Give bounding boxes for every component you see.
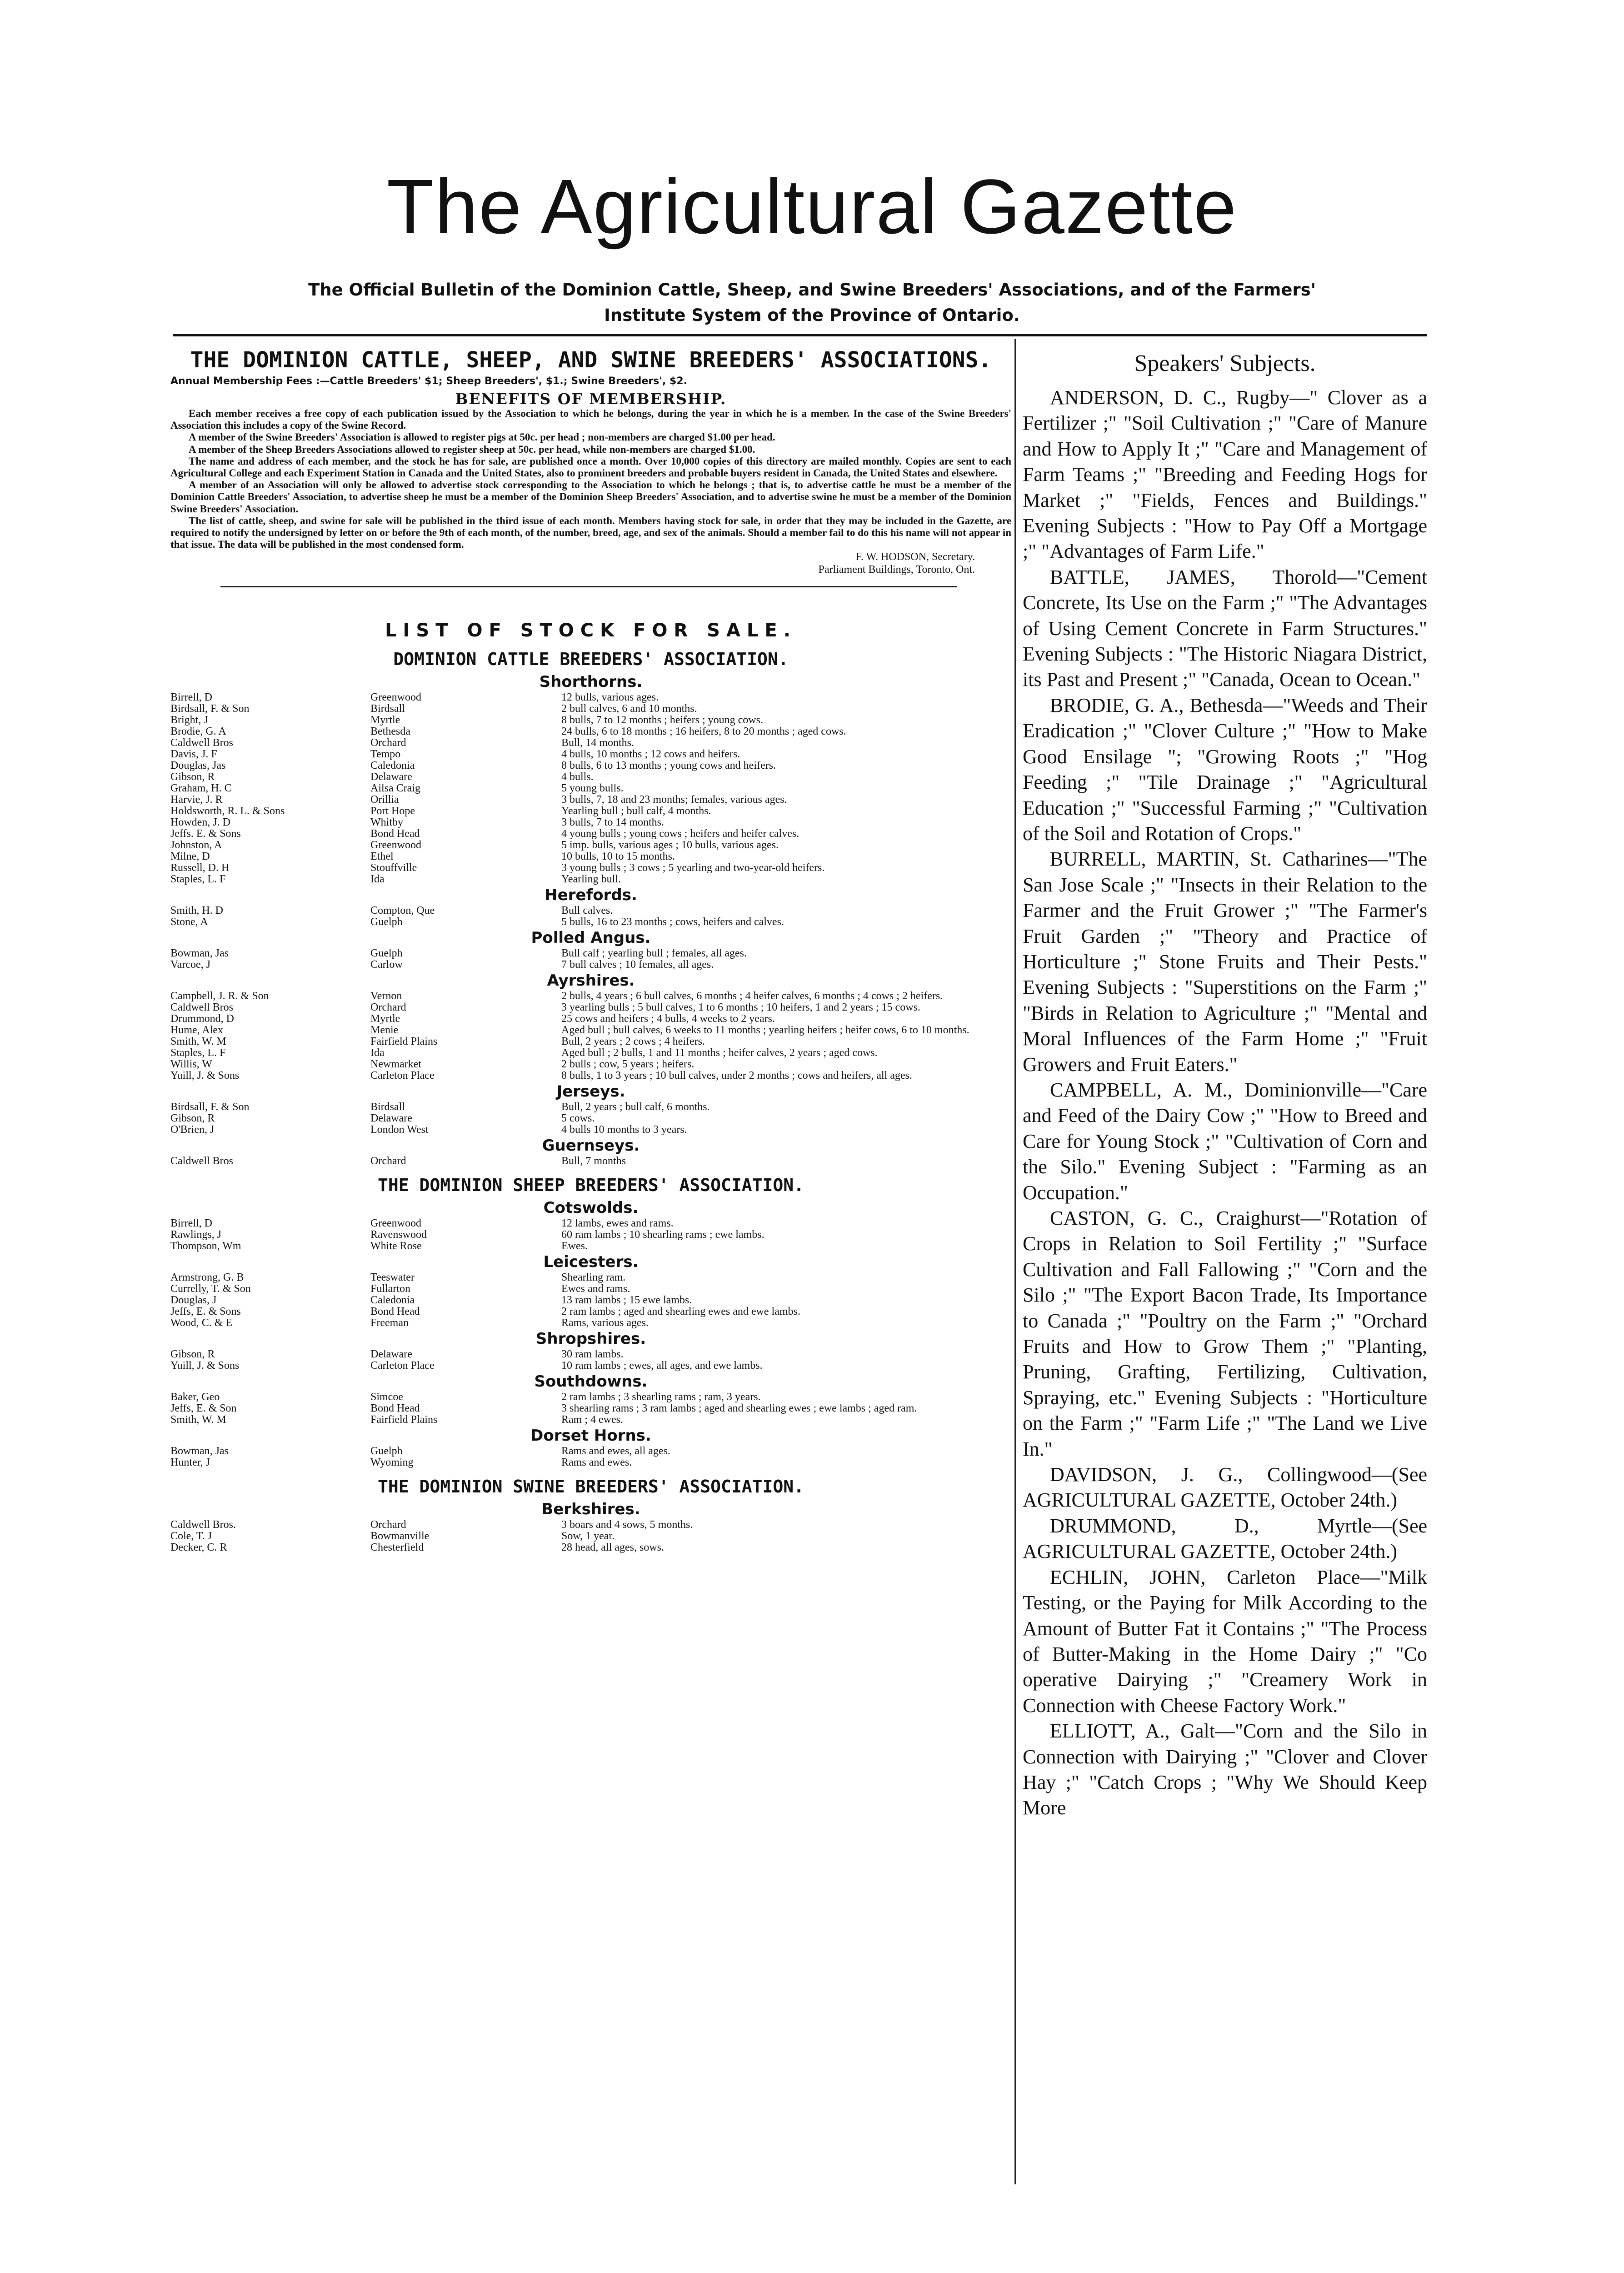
stock-row xyxy=(170,991,1011,1002)
stock-stock: 4 young bulls ; young cows ; heifers and heifer calves. xyxy=(561,828,800,840)
stock-place: Caledonia xyxy=(370,1295,415,1307)
stock-place: Ida xyxy=(370,1047,385,1059)
speaker-name: ECHLIN, JOHN, xyxy=(1050,1566,1206,1588)
speaker-entry xyxy=(1023,1462,1427,1513)
stock-stock: 2 bulls ; cow, 5 years ; heifers. xyxy=(561,1058,695,1071)
stock-place: Greenwood xyxy=(370,692,421,704)
stock-row xyxy=(170,692,1011,703)
stock-place: Carleton Place xyxy=(370,1360,435,1372)
rule-paragraph: A member of the Swine Breeders' Association is allowed to register pigs at 50c. per head ; non-members are charged $1.00 per head. xyxy=(189,431,775,443)
speaker-topics: Carleton Place—"Milk Testing, or the Paying for Milk According to the Amount of Butter Fat it Contains ;" "The Process of Butter-Making in the Home Dairy ;" "Co operative Dairying ;" "Creamery Work in Connection with Cheese Factory Work." xyxy=(1023,1566,1427,1717)
stock-owner: Smith, H. D xyxy=(170,905,224,917)
speaker-topics: Bethesda—"Weeds and Their Eradication ;" "Clover Culture ;" "How to Make Good Ensilage "; "Growing Roots ;" "Hog Feeding ;" "Tile Drainage ;" "Agricultural Education ;" "Successful Farming ;" "Cultivation of the Soil and Rotation of Crops." xyxy=(1023,694,1427,845)
stock-owner: Baker, Geo xyxy=(170,1392,220,1403)
stock-stock: Ewes. xyxy=(561,1240,588,1252)
stock-row xyxy=(170,1519,1011,1531)
association-heading: THE DOMINION SHEEP BREEDERS' ASSOCIATION. xyxy=(378,1175,804,1196)
stock-owner: Douglas, Jas xyxy=(170,760,226,772)
stock-stock: 2 ram lambs ; aged and shearling ewes and ewe lambs. xyxy=(561,1306,800,1318)
stock-row xyxy=(170,1101,1011,1113)
speaker-topics: Myrtle—(See AGRICULTURAL GAZETTE, October 24th.) xyxy=(1023,1514,1427,1563)
stock-place: Newmarket xyxy=(370,1059,421,1071)
stock-place: Orchard xyxy=(370,1156,406,1167)
stock-stock: Bull, 2 years ; bull calf, 6 months. xyxy=(561,1101,710,1113)
stock-stock: 5 cows. xyxy=(561,1112,595,1125)
stock-row xyxy=(170,862,1011,874)
stock-row xyxy=(170,1036,1011,1047)
stock-place: Vernon xyxy=(370,991,402,1002)
speaker-name: BATTLE, JAMES, xyxy=(1050,566,1235,588)
stock-place: Tempo xyxy=(370,749,401,761)
stock-row xyxy=(170,703,1011,715)
stock-row xyxy=(170,1218,1011,1229)
stock-stock: 7 bull calves ; 10 females, all ages. xyxy=(561,959,714,971)
stock-stock: 4 bulls. xyxy=(561,771,594,783)
speaker-entry xyxy=(1023,1513,1427,1565)
stock-stock: Aged bull ; bull calves, 6 weeks to 11 months ; yearling heifers ; heifer cows, 6 to 10 months. xyxy=(561,1024,969,1036)
speaker-entry xyxy=(1023,1077,1427,1206)
stock-stock: Rams and ewes. xyxy=(561,1457,632,1469)
speaker-entry xyxy=(1023,1718,1427,1821)
stock-owner: O'Brien, J xyxy=(170,1124,215,1136)
stock-owner: Staples, L. F xyxy=(170,874,226,886)
stock-stock: 4 bulls, 10 months ; 12 cows and heifers. xyxy=(561,748,740,761)
stock-owner: Birrell, D xyxy=(170,1218,212,1230)
stock-stock: 3 boars and 4 sows, 5 months. xyxy=(561,1519,693,1531)
speaker-entry xyxy=(1023,1565,1427,1718)
stock-place: Teeswater xyxy=(370,1272,415,1284)
stock-place: Orchard xyxy=(370,1002,406,1014)
stock-row xyxy=(170,1013,1011,1025)
stock-stock: 25 cows and heifers ; 4 bulls, 4 weeks to 2 years. xyxy=(561,1013,775,1025)
section-rule xyxy=(220,586,957,587)
stock-place: Delaware xyxy=(370,771,412,783)
stock-stock: 2 bull calves, 6 and 10 months. xyxy=(561,703,697,715)
stock-owner: Cole, T. J xyxy=(170,1531,212,1542)
speaker-topics: Galt—"Corn and the Silo in Connection with Dairying ;" "Clover and Clover Hay ;" "Catch Crops ; "Why We Should Keep More xyxy=(1023,1720,1427,1819)
stock-stock: Yearling bull. xyxy=(561,873,621,886)
stock-owner: Currelly, T. & Son xyxy=(170,1283,251,1295)
stock-row xyxy=(170,1295,1011,1306)
stock-place: Greenwood xyxy=(370,840,421,851)
stock-row xyxy=(170,1025,1011,1036)
stock-row xyxy=(170,783,1011,794)
breed-heading: Southdowns. xyxy=(534,1372,648,1391)
speaker-name: BURRELL, MARTIN, xyxy=(1050,848,1239,871)
stock-stock: 3 young bulls ; 3 cows ; 5 yearling and two-year-old heifers. xyxy=(561,862,825,874)
stock-stock: 12 bulls, various ages. xyxy=(561,691,659,704)
speaker-entry xyxy=(1023,1206,1427,1462)
masthead-subtitle: The Official Bulletin of the Dominion Cattle, Sheep, and Swine Breeders' Associations, and of the Farmers' Institute System of the Province of Ontario. xyxy=(308,280,1316,325)
stock-row xyxy=(170,1272,1011,1283)
stock-owner: Decker, C. R xyxy=(170,1542,227,1554)
stock-stock: Sow, 1 year. xyxy=(561,1530,615,1542)
stock-owner: Gibson, R xyxy=(170,771,215,783)
stock-row xyxy=(170,1059,1011,1070)
stock-place: London West xyxy=(370,1124,429,1136)
rule-paragraph: The name and address of each member, and the stock he has for sale, are published once a month. Over 10,000 copies of this directory are mailed monthly. Copies are sent to each Agricultural College and each Experiment Station in Canada and the United States, also to prominent breeders and probable buyers resident in Canada, the United States and elsewhere. xyxy=(170,455,1011,479)
stock-owner: Davis, J. F xyxy=(170,749,217,761)
stock-stock: Yearling bull ; bull calf, 4 months. xyxy=(561,805,711,817)
masthead-title: The Agricultural Gazette xyxy=(386,164,1238,250)
stock-row xyxy=(170,817,1011,828)
stock-row xyxy=(170,806,1011,817)
stock-place: Port Hope xyxy=(370,806,415,817)
stock-owner: Bowman, Jas xyxy=(170,1446,229,1457)
stock-stock: 2 bulls, 4 years ; 6 bull calves, 6 months ; 4 heifer calves, 6 months ; 4 cows ; 2 heifers. xyxy=(561,990,943,1002)
stock-owner: Gibson, R xyxy=(170,1349,215,1361)
stock-place: Stouffville xyxy=(370,862,417,874)
stock-row xyxy=(170,1229,1011,1241)
stock-stock: 3 shearling rams ; 3 ram lambs ; aged and shearling ewes ; ewe lambs ; aged ram. xyxy=(561,1402,917,1415)
stock-row xyxy=(170,1002,1011,1013)
stock-owner: Caldwell Bros xyxy=(170,737,233,749)
speaker-entry xyxy=(1023,385,1427,565)
stock-stock: Bull, 14 months. xyxy=(561,737,635,749)
associations-heading: THE DOMINION CATTLE, SHEEP, AND SWINE BREEDERS' ASSOCIATIONS. xyxy=(190,347,992,373)
speaker-name: ANDERSON, D. C., xyxy=(1050,386,1227,409)
stock-place: Chesterfield xyxy=(370,1542,424,1554)
speaker-list xyxy=(1023,385,1427,1821)
stock-row xyxy=(170,905,1011,916)
stock-row xyxy=(170,1113,1011,1124)
association-heading: DOMINION CATTLE BREEDERS' ASSOCIATION. xyxy=(393,649,789,670)
breed-heading: Ayrshires. xyxy=(547,971,635,990)
stock-place: Delaware xyxy=(370,1113,412,1125)
stock-row xyxy=(170,1317,1011,1329)
stock-stock: 8 bulls, 6 to 13 months ; young cows and heifers. xyxy=(561,760,776,772)
stock-place: Freeman xyxy=(370,1317,409,1329)
stock-owner: Campbell, J. R. & Son xyxy=(170,991,269,1002)
stock-row xyxy=(170,1156,1011,1167)
stock-place: Wyoming xyxy=(370,1457,414,1469)
stock-place: Ethel xyxy=(370,851,394,863)
stock-row xyxy=(170,715,1011,726)
speaker-name: CASTON, G. C., xyxy=(1050,1207,1204,1229)
stock-place: Bond Head xyxy=(370,1403,420,1415)
stock-owner: Birrell, D xyxy=(170,692,212,704)
stock-row xyxy=(170,828,1011,840)
stock-owner: Hunter, J xyxy=(170,1457,210,1469)
stock-stock: 12 lambs, ewes and rams. xyxy=(561,1217,674,1230)
stock-owner: Jeffs. E. & Sons xyxy=(170,828,241,840)
right-column xyxy=(1023,345,1427,1821)
stock-owner: Bright, J xyxy=(170,715,208,726)
speaker-name: CAMPBELL, A. M., xyxy=(1050,1078,1233,1101)
stock-owner: Milne, D xyxy=(170,851,210,863)
stock-owner: Armstrong, G. B xyxy=(170,1272,244,1284)
speaker-topics: Collingwood—(See AGRICULTURAL GAZETTE, October 24th.) xyxy=(1023,1463,1427,1512)
stock-row xyxy=(170,1047,1011,1059)
stock-stock: 60 ram lambs ; 10 shearling rams ; ewe lambs. xyxy=(561,1229,765,1241)
stock-owner: Stone, A xyxy=(170,916,208,928)
stock-row xyxy=(170,726,1011,737)
stock-stock: 3 yearling bulls ; 5 bull calves, 1 to 6 months ; 10 heifers, 1 and 2 years ; 15 cows. xyxy=(561,1001,920,1014)
speaker-topics: Thorold—"Cement Concrete, Its Use on the Farm ;" "The Advantages of Using Cement Concrete in Farm Structures." Evening Subjects : "The Historic Niagara District, its Past and Present ;" "Canada, Ocean to Ocean." xyxy=(1023,566,1427,691)
stock-row xyxy=(170,1392,1011,1403)
stock-row xyxy=(170,1446,1011,1457)
secretary-signature: F. W. HODSON, Secretary. xyxy=(855,551,975,563)
stock-place: Caledonia xyxy=(370,760,415,772)
stock-owner: Graham, H. C xyxy=(170,783,232,795)
stock-owner: Jeffs, E. & Son xyxy=(170,1403,237,1415)
speaker-entry xyxy=(1023,846,1427,1077)
stock-place: Ravenswood xyxy=(370,1229,427,1241)
stock-row xyxy=(170,959,1011,971)
stock-row xyxy=(170,771,1011,783)
left-column xyxy=(170,345,1011,1553)
stock-owner: Drummond, D xyxy=(170,1013,234,1025)
stock-row xyxy=(170,1414,1011,1426)
stock-stock: 8 bulls, 1 to 3 years ; 10 bull calves, under 2 months ; cows and heifers, all ages. xyxy=(561,1070,912,1082)
stock-place: Orchard xyxy=(370,1519,406,1531)
stock-owner: Douglas, J xyxy=(170,1295,217,1307)
breed-heading: Guernseys. xyxy=(542,1136,640,1155)
stock-place: Guelph xyxy=(370,948,403,960)
stock-row xyxy=(170,1360,1011,1372)
stock-stock: 8 bulls, 7 to 12 months ; heifers ; young cows. xyxy=(561,714,763,726)
breed-heading: Berkshires. xyxy=(541,1500,640,1519)
rule-paragraph: A member of an Association will only be allowed to advertise stock corresponding to the Association to which he belongs ; that is, to advertise cattle he must be a member of the Dominion Cattle Breeders' Association, to advertise sheep he must be a member of the Dominion Sheep Breeders' Association, and to advertise swine he must be a member of the Dominion Swine Breeders' Association. xyxy=(170,479,1011,515)
stock-row xyxy=(170,1531,1011,1542)
speaker-topics: Dominionville—"Care and Feed of the Dairy Cow ;" "How to Breed and Care for Young Stock ;" "Cultivation of Corn and the Silo." Evening Subject : "Farming as an Occupation." xyxy=(1023,1078,1428,1204)
breed-heading: Polled Angus. xyxy=(531,929,651,947)
stock-owner: Thompson, Wm xyxy=(170,1241,241,1252)
speaker-name: BRODIE, G. A., xyxy=(1050,694,1184,716)
stock-stock: 24 bulls, 6 to 18 months ; 16 heifers, 8 to 20 months ; aged cows. xyxy=(561,726,846,738)
stock-owner: Birdsall, F. & Son xyxy=(170,703,250,715)
stock-owner: Yuill, J. & Sons xyxy=(170,1360,240,1372)
stock-place: Orillia xyxy=(370,794,399,806)
stock-stock: 5 young bulls. xyxy=(561,782,624,795)
stock-row xyxy=(170,794,1011,806)
membership-fees: Annual Membership Fees :—Cattle Breeders' $1; Sheep Breeders', $1.; Swine Breeders', $2. xyxy=(170,375,687,387)
stock-place: Fullarton xyxy=(370,1283,410,1295)
stock-owner: Holdsworth, R. L. & Sons xyxy=(170,806,285,817)
stock-stock: 13 ram lambs ; 15 ewe lambs. xyxy=(561,1294,692,1307)
stock-row xyxy=(170,1542,1011,1553)
speaker-entry xyxy=(1023,693,1427,846)
stock-owner: Caldwell Bros. xyxy=(170,1519,236,1531)
stock-stock: 4 bulls 10 months to 3 years. xyxy=(561,1124,687,1136)
stock-row xyxy=(170,840,1011,851)
stock-place: Myrtle xyxy=(370,715,400,726)
stock-place: Fairfield Plains xyxy=(370,1036,438,1048)
stock-owner: Howden, J. D xyxy=(170,817,230,829)
speaker-name: DAVIDSON, J. G., xyxy=(1050,1463,1243,1486)
stock-stock: 5 bulls, 16 to 23 months ; cows, heifers and calves. xyxy=(561,916,784,928)
rule-paragraph: A member of the Sheep Breeders Associations allowed to register sheep at 50c. per head, while non-members are charged $1.00. xyxy=(189,443,755,455)
stock-owner: Gibson, R xyxy=(170,1113,215,1125)
stock-row xyxy=(170,1124,1011,1136)
stock-row xyxy=(170,851,1011,862)
stock-owner: Hume, Alex xyxy=(170,1025,223,1036)
breed-heading: Jerseys. xyxy=(556,1082,625,1101)
stock-row xyxy=(170,874,1011,885)
stock-stock: Bull calf ; yearling bull ; females, all ages. xyxy=(561,947,747,960)
speaker-topics: Rugby—" Clover as a Fertilizer ;" "Soil Cultivation ;" "Care of Manure and How to Apply It ;" "Care and Management of Farm Teams ;" "Breeding and Feeding Hogs for Market ;" "Fields, Fences and Buildings." Evening Subjects : "How to Pay Off a Mortgage ;" "Advantages of Farm Life." xyxy=(1023,386,1427,563)
speaker-topics: St. Catharines—"The San Jose Scale ;" "Insects in their Relation to the Farmer and the Fruit Grower ;" "The Farmer's Fruit Garden ;" "Theory and Practice of Horticulture ;" Stone Fruits and Their Pests." Evening Subjects : "Superstitions on the Farm ;" "Birds in Relation to Agriculture ;" "Mental and Moral Influences of the Farm Home ;" "Fruit Growers and Fruit Eaters." xyxy=(1023,848,1427,1076)
column-divider xyxy=(1014,339,1016,2184)
breed-heading: Herefords. xyxy=(545,886,637,905)
stock-place: Fairfield Plains xyxy=(370,1414,438,1426)
breed-heading: Shropshires. xyxy=(535,1330,646,1348)
breed-heading: Shorthorns. xyxy=(539,673,643,691)
stock-owner: Yuill, J. & Sons xyxy=(170,1070,240,1082)
stock-place: Birdsall xyxy=(370,703,405,715)
stock-row xyxy=(170,1306,1011,1317)
stock-place: Orchard xyxy=(370,737,406,749)
stock-row xyxy=(170,948,1011,959)
stock-stock: Bull, 2 years ; 2 cows ; 4 heifers. xyxy=(561,1036,705,1048)
association-heading: THE DOMINION SWINE BREEDERS' ASSOCIATION. xyxy=(378,1477,804,1497)
stock-owner: Wood, C. & E xyxy=(170,1317,233,1329)
speaker-entry xyxy=(1023,565,1427,693)
stock-place: Bond Head xyxy=(370,1306,420,1318)
stock-place: Bowmanville xyxy=(370,1531,430,1542)
stock-stock: Rams, various ages. xyxy=(561,1317,649,1329)
stock-owner: Varcoe, J xyxy=(170,959,210,971)
stock-row xyxy=(170,1403,1011,1414)
stock-owner: Caldwell Bros xyxy=(170,1156,233,1167)
stock-stock: Aged bull ; 2 bulls, 1 and 11 months ; heifer calves, 2 years ; aged cows. xyxy=(561,1047,878,1059)
stock-place: Carleton Place xyxy=(370,1070,435,1082)
stock-stock: Shearling ram. xyxy=(561,1272,626,1284)
stock-stock: 30 ram lambs. xyxy=(561,1348,624,1361)
stock-row xyxy=(170,1070,1011,1081)
stock-owner: Caldwell Bros xyxy=(170,1002,233,1014)
speaker-name: DRUMMOND, D., xyxy=(1050,1514,1259,1537)
benefits-heading: BENEFITS OF MEMBERSHIP. xyxy=(455,390,727,408)
stock-place: Greenwood xyxy=(370,1218,421,1230)
secretary-address: Parliament Buildings, Toronto, Ont. xyxy=(818,564,975,576)
stock-owner: Smith, W. M xyxy=(170,1036,226,1048)
stock-row xyxy=(170,916,1011,928)
stock-place: Whitby xyxy=(370,817,403,829)
breed-heading: Cotswolds. xyxy=(543,1199,639,1217)
stock-owner: Johnston, A xyxy=(170,840,222,851)
stock-stock: 5 imp. bulls, various ages ; 10 bulls, various ages. xyxy=(561,839,779,851)
stock-row xyxy=(170,760,1011,771)
stock-owner: Staples, L. F xyxy=(170,1047,226,1059)
stock-owner: Smith, W. M xyxy=(170,1414,226,1426)
stock-stock: Ewes and rams. xyxy=(561,1283,630,1295)
stock-place: Myrtle xyxy=(370,1013,400,1025)
stock-row xyxy=(170,749,1011,760)
stock-stock: 10 ram lambs ; ewes, all ages, and ewe lambs. xyxy=(561,1360,763,1372)
stock-row xyxy=(170,737,1011,749)
stock-owner: Brodie, G. A xyxy=(170,726,226,738)
speaker-topics: Craighurst—"Rotation of Crops in Relation to Soil Fertility ;" "Surface Cultivation and Fall Fallowing ;" "Corn and the Silo ;" "The Export Bacon Trade, Its Importance to Canada ;" "Poultry on the Farm ;" "Orchard Fruits and How to Grow Them ;" "Planting, Pruning, Grafting, Fertilizing, Cultivation, Spraying, etc." Evening Subjects : "Horticulture on the Farm ;" "Farm Life ;" "The Land we Live In." xyxy=(1023,1207,1427,1460)
stock-stock: 3 bulls, 7 to 14 months. xyxy=(561,816,665,829)
stock-stock: 3 bulls, 7, 18 and 23 months; females, various ages. xyxy=(561,794,787,806)
stock-place: Guelph xyxy=(370,916,403,928)
stock-place: Bond Head xyxy=(370,828,420,840)
stock-stock: 10 bulls, 10 to 15 months. xyxy=(561,851,675,863)
stock-stock: Rams and ewes, all ages. xyxy=(561,1445,670,1457)
breed-heading: Dorset Horns. xyxy=(530,1427,651,1445)
stock-owner: Rawlings, J xyxy=(170,1229,222,1241)
stock-place: Guelph xyxy=(370,1446,403,1457)
stock-place: Bethesda xyxy=(370,726,410,738)
stock-stock: 28 head, all ages, sows. xyxy=(561,1542,664,1554)
stock-owner: Harvie, J. R xyxy=(170,794,223,806)
speaker-name: ELLIOTT, A., xyxy=(1050,1720,1170,1742)
stock-owner: Willis, W xyxy=(170,1059,212,1071)
stock-place: Simcoe xyxy=(370,1392,403,1403)
stock-owner: Bowman, Jas xyxy=(170,948,229,960)
stock-place: White Rose xyxy=(370,1241,422,1252)
stock-place: Menie xyxy=(370,1025,399,1036)
breed-heading: Leicesters. xyxy=(543,1253,639,1272)
stock-owner: Jeffs, E. & Sons xyxy=(170,1306,241,1318)
rule-paragraph: Each member receives a free copy of each publication issued by the Association to which he belongs, during the year in which he is a member. In the case of the Swine Breeders' Association this includes a copy of the Swine Record. xyxy=(170,408,1011,431)
stock-list xyxy=(170,649,1011,1553)
stock-owner: Birdsall, F. & Son xyxy=(170,1101,250,1113)
top-rule xyxy=(173,334,1427,336)
stock-row xyxy=(170,1349,1011,1360)
stock-stock: Bull, 7 months xyxy=(561,1155,626,1167)
stock-owner: Russell, D. H xyxy=(170,862,230,874)
stock-row xyxy=(170,1457,1011,1468)
stock-place: Compton, Que xyxy=(370,905,435,917)
rule-paragraph: The list of cattle, sheep, and swine for sale will be published in the third issue of each month. Members having stock for sale, in order that they may be included in the Gazette, are required to notify the undersigned by letter on or before the 9th of each month, of the number, breed, age, and sex of the animals. Should a member fail to do this his name will not appear in that issue. The data will be published in the most condensed form. xyxy=(170,515,1011,551)
stock-place: Delaware xyxy=(370,1349,412,1361)
stock-row xyxy=(170,1241,1011,1252)
stock-list-title: LIST OF STOCK FOR SALE. xyxy=(385,620,797,641)
stock-place: Carlow xyxy=(370,959,403,971)
stock-stock: 2 ram lambs ; 3 shearling rams ; ram, 3 years. xyxy=(561,1391,761,1403)
membership-rules xyxy=(170,408,1011,576)
stock-place: Ailsa Craig xyxy=(370,783,420,795)
stock-row xyxy=(170,1283,1011,1295)
stock-stock: Ram ; 4 ewes. xyxy=(561,1414,623,1426)
stock-stock: Bull calves. xyxy=(561,905,613,917)
speakers-title: Speakers' Subjects. xyxy=(1134,350,1316,376)
stock-place: Ida xyxy=(370,874,385,886)
stock-place: Birdsall xyxy=(370,1101,405,1113)
